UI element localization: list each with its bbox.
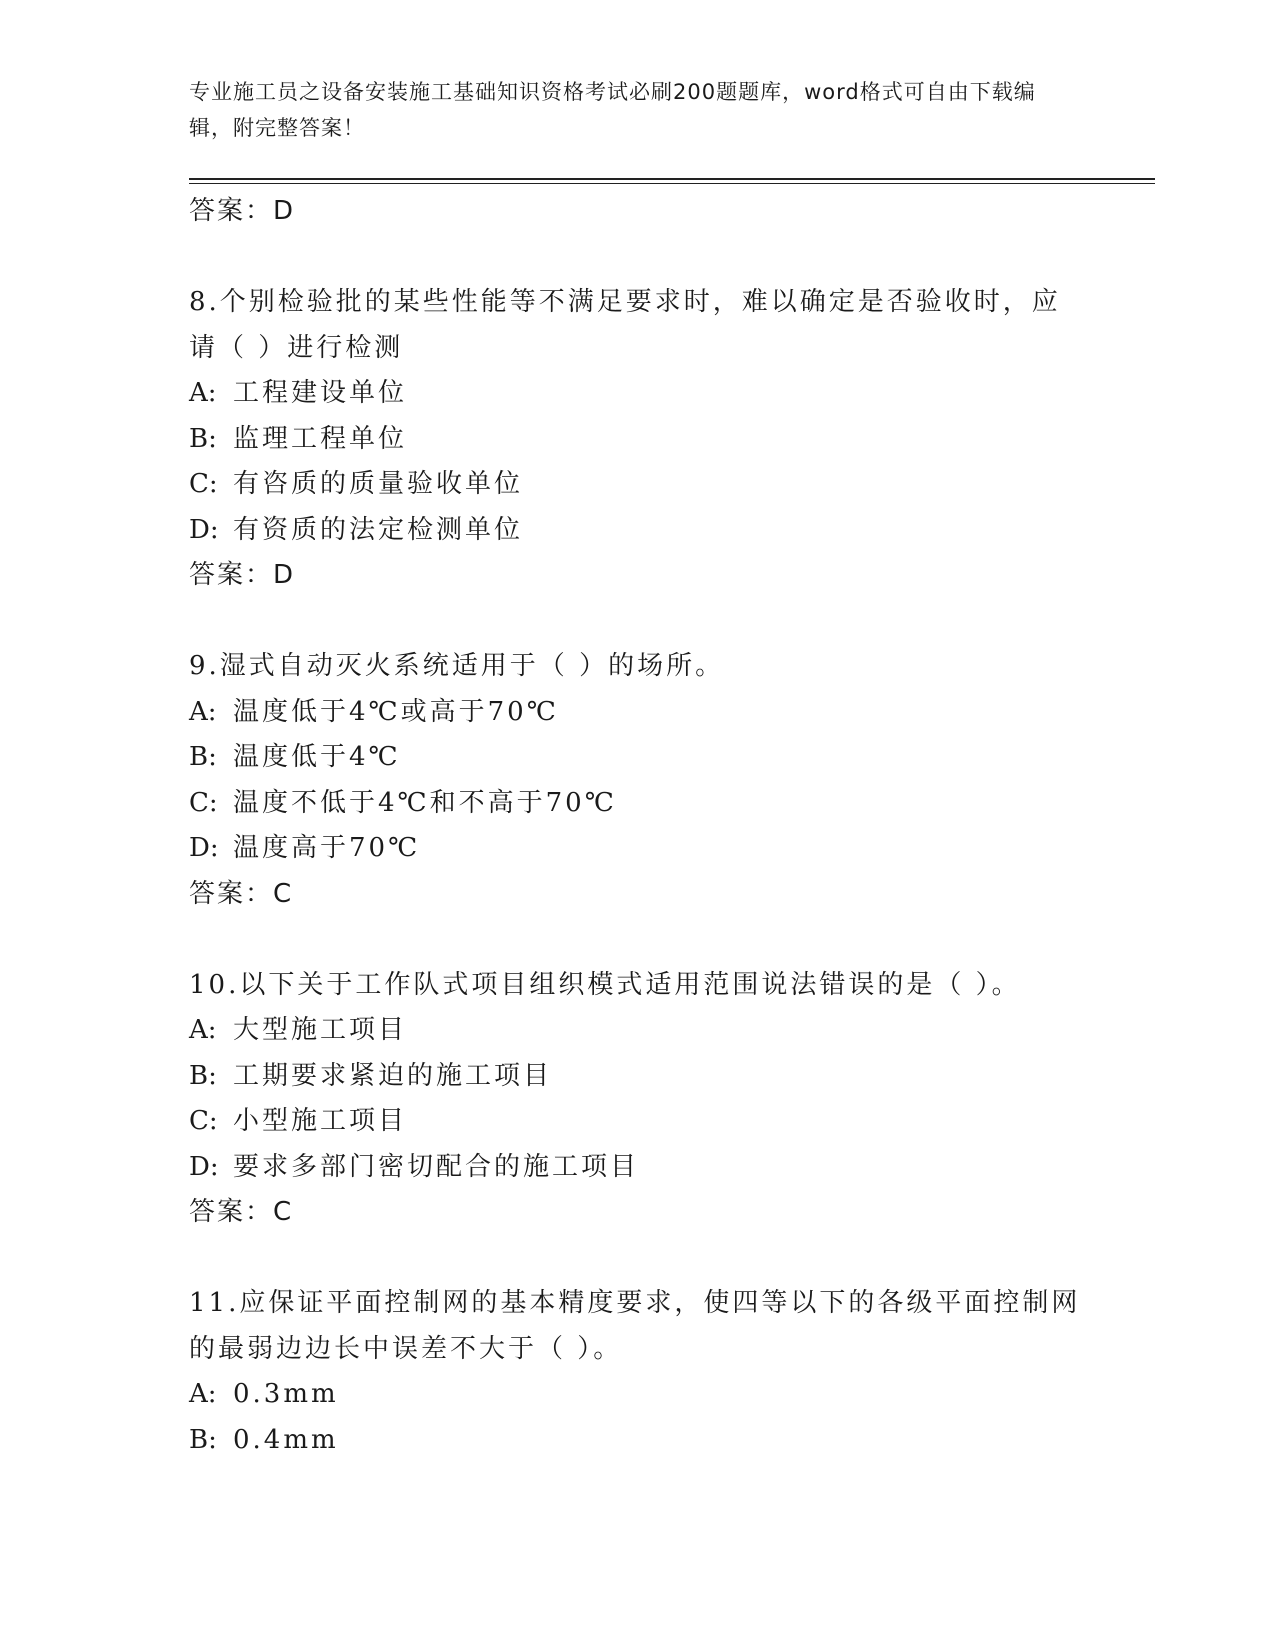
option-letter: D: [189, 1151, 219, 1182]
question-answer: 答案：D [189, 560, 296, 590]
option-d [189, 1145, 1089, 1191]
option-letter: A: [189, 1379, 217, 1409]
option-letter: A: [189, 696, 217, 727]
option-text: 温度高于70℃ [233, 833, 421, 863]
option-letter: B: [189, 1060, 217, 1091]
option-text: 要求多部门密切配合的施工项目 [233, 1151, 640, 1182]
option-text: 温度低于4℃ [233, 742, 401, 772]
question-answer: 答案：C [189, 1197, 294, 1227]
question-stem-line: 11.应保证平面控制网的基本精度要求，使四等以下的各级平面控制网 [189, 1288, 1081, 1318]
option-letter: A: [189, 1015, 217, 1045]
option-letter: C: [189, 787, 218, 818]
option-letter: D: [189, 833, 219, 863]
option-a [189, 690, 1089, 736]
option-b [189, 1054, 1089, 1100]
option-c [189, 1099, 1089, 1145]
question-stem-line: 10.以下关于工作队式项目组织模式适用范围说法错误的是（ ）。 [189, 969, 1021, 1000]
option-b [189, 1418, 1089, 1464]
option-letter: C: [189, 469, 218, 499]
option-text: 工期要求紧迫的施工项目 [233, 1060, 553, 1091]
option-a [189, 371, 1089, 417]
option-a [189, 1372, 1089, 1418]
option-letter: C: [189, 1106, 218, 1136]
option-letter: D: [189, 514, 219, 545]
option-d [189, 508, 1089, 554]
option-b [189, 735, 1089, 781]
option-text: 工程建设单位 [233, 378, 408, 408]
previous-answer: 答案：D [189, 196, 296, 226]
option-letter: A: [189, 378, 217, 408]
question-answer: 答案：C [189, 878, 294, 909]
option-d [189, 826, 1089, 872]
header-rule-thick [189, 178, 1155, 180]
question-item [189, 1281, 1089, 1463]
question-stem-line: 的最弱边边长中误差不大于（ ）。 [189, 1333, 623, 1364]
question-item [189, 963, 1089, 1236]
option-b [189, 417, 1089, 463]
option-letter: B: [189, 742, 217, 772]
question-stem-line: 8.个别检验批的某些性能等不满足要求时，难以确定是否验收时，应 [189, 287, 1061, 317]
option-a [189, 1008, 1089, 1054]
option-text: 监理工程单位 [233, 423, 408, 454]
page-header: 专业施工员之设备安装施工基础知识资格考试必刷200题题库，word格式可自由下载编辑，附完整答案！ [189, 80, 1036, 140]
option-text: 温度低于4℃或高于70℃ [233, 696, 559, 727]
option-text: 0.3mm [233, 1379, 339, 1409]
header-rule-thin [189, 183, 1155, 184]
option-text: 大型施工项目 [233, 1015, 408, 1045]
question-item [189, 644, 1089, 917]
option-text: 有咨质的质量验收单位 [233, 469, 524, 499]
option-text: 温度不低于4℃和不高于70℃ [233, 787, 617, 818]
option-c [189, 781, 1089, 827]
question-item [189, 280, 1089, 599]
option-text: 有资质的法定检测单位 [233, 514, 524, 545]
option-text: 小型施工项目 [233, 1106, 408, 1136]
option-letter: B: [189, 1424, 217, 1455]
question-stem-line: 9.湿式自动灭火系统适用于（ ）的场所。 [189, 651, 725, 681]
question-list [189, 189, 1089, 1463]
option-letter: B: [189, 423, 217, 454]
question-stem-line: 请（ ）进行检测 [189, 332, 404, 363]
option-c [189, 462, 1089, 508]
option-text: 0.4mm [233, 1424, 339, 1455]
